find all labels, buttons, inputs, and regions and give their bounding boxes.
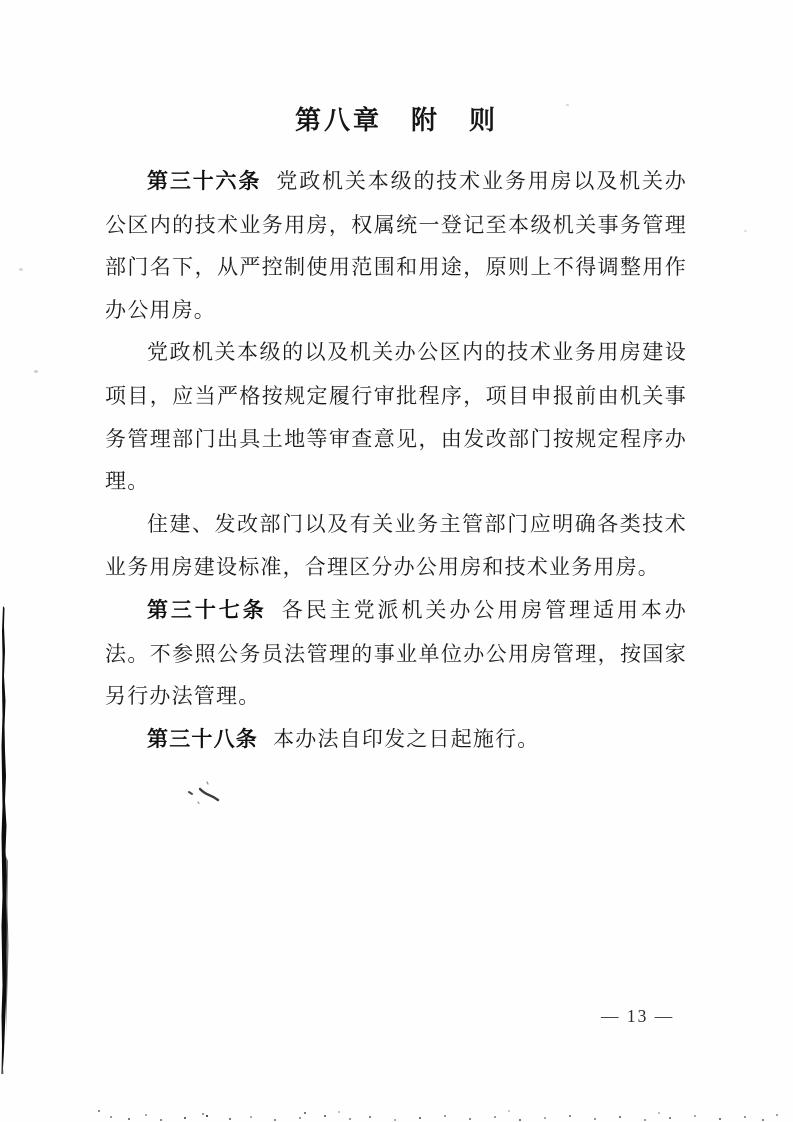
article-number: 第三十六条 — [147, 170, 262, 193]
article-paragraph — [105, 589, 687, 718]
article-text: 各民主党派机关办公用房管理适用本办法。不参照公务员法管理的事业单位办公用房管理，按国家另行办法管理。 — [105, 597, 687, 709]
page-number: — 13 — — [601, 1006, 675, 1026]
bottom-edge-scan-noise — [98, 1110, 100, 1112]
article-paragraph — [105, 160, 687, 331]
document-body — [105, 160, 687, 761]
pencil-squiggle-mark — [183, 776, 227, 810]
article-number: 第三十八条 — [147, 727, 258, 751]
article-text: 住建、发改部门以及有关业务主管部门应明确各类技术业务用房建设标准，合理区分办公用房和技术业务用房。 — [105, 511, 687, 580]
article-text: 党政机关本级的以及机关办公区内的技术业务用房建设项目，应当严格按规定履行审批程序，项目申报前由机关事务管理部门出具土地等审查意见，由发改部门按规定程序办理。 — [105, 340, 687, 494]
article-paragraph — [105, 503, 687, 589]
article-number: 第三十七条 — [147, 598, 267, 622]
article-text: 本办法自印发之日起施行。 — [273, 726, 540, 751]
left-edge-scan-artifact — [0, 606, 10, 1074]
scan-speck — [34, 370, 38, 373]
chapter-heading: 第八章 附 则 — [294, 105, 498, 135]
article-paragraph — [105, 331, 687, 502]
article-paragraph — [105, 718, 687, 762]
scan-speck — [744, 230, 747, 232]
article-text: 党政机关本级的技术业务用房以及机关办公区内的技术业务用房，权属统一登记至本级机关事务管理部门名下，从严控制使用范围和用途，原则上不得调整用作办公用房。 — [105, 169, 687, 322]
scan-speck — [19, 268, 23, 271]
